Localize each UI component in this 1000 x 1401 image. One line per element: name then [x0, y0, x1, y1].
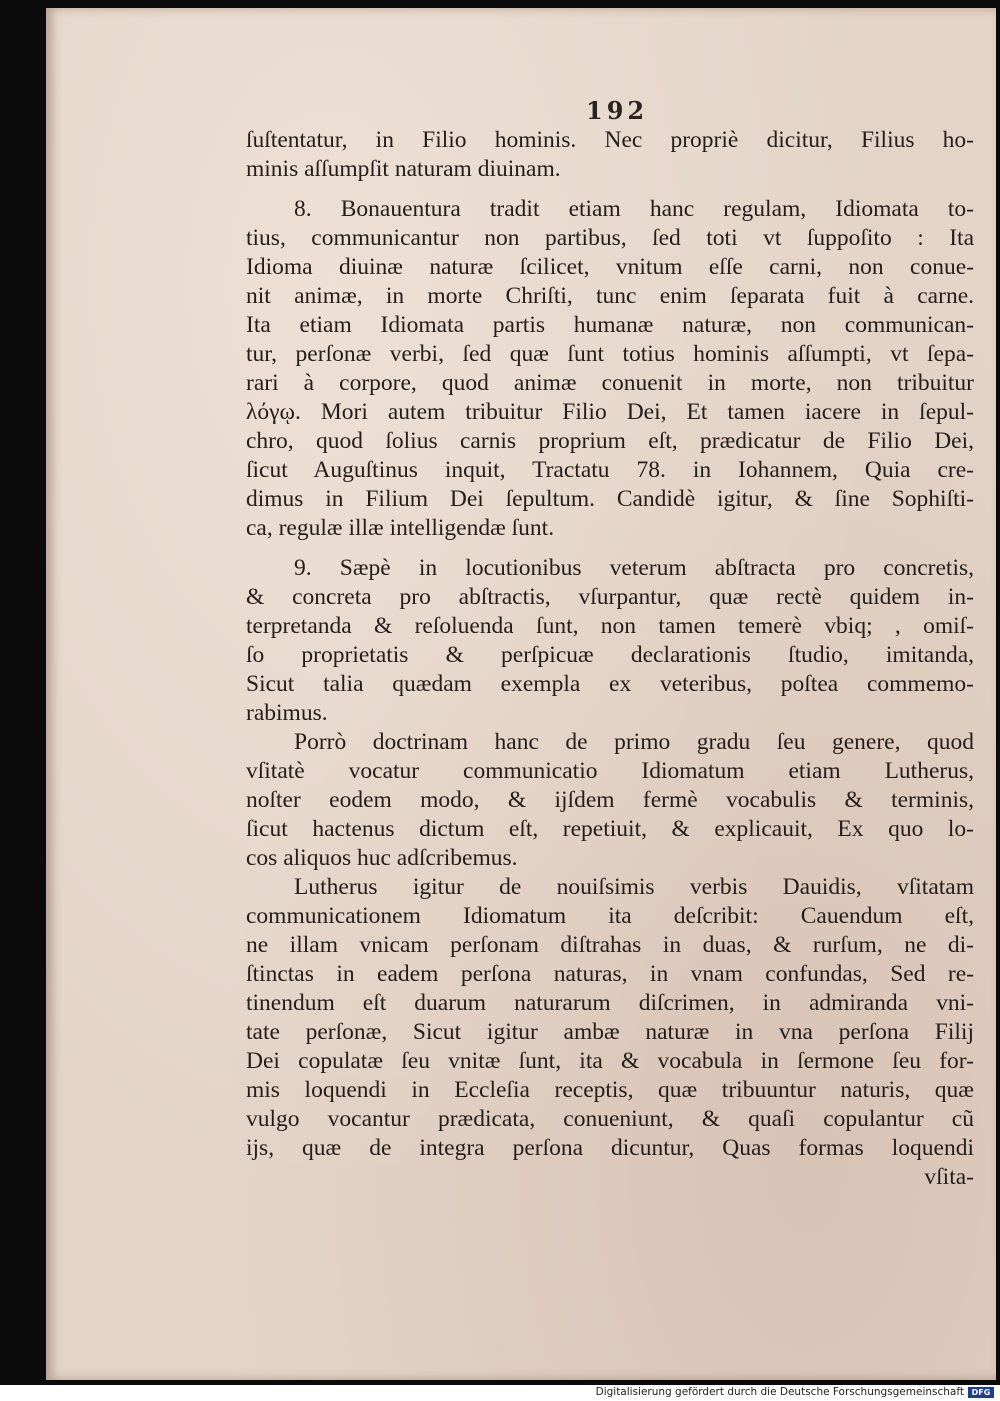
text-line: mis loquendi in Eccleſia receptis, quæ tribuuntur naturis, quæ [246, 1077, 974, 1103]
text-line: & concreta pro abſtractis, vſurpantur, quæ rectè quidem in- [246, 584, 974, 610]
footer-bar [0, 1385, 1000, 1401]
text-line: vſitatè vocatur communicatio Idiomatum etiam Lutherus, [246, 758, 974, 784]
text-line: ſicut Auguſtinus inquit, Tractatu 78. in Iohannem, Quia cre- [246, 457, 974, 483]
text-line: cos aliquos huc adſcribemus. [246, 845, 518, 871]
text-line: nit animæ, in morte Chriſti, tunc enim ſeparata fuit à carne. [246, 283, 974, 309]
text-line: ne illam vnicam perſonam diſtrahas in duas, & rurſum, ne di- [246, 932, 974, 958]
text-line: ſtinctas in eadem perſona naturas, in vnam confundas, Sed re- [246, 961, 974, 987]
paragraph-gap [246, 184, 974, 195]
text-line: 8. Bonauentura tradit etiam hanc regulam, Idiomata to- [294, 196, 974, 222]
text-line: λόγῳ. Mori autem tribuitur Filio Dei, Et tamen iacere in ſepul- [246, 399, 974, 425]
text-line: 9. Sæpè in locutionibus veterum abſtracta pro concretis, [294, 555, 974, 581]
text-line: rabimus. [246, 700, 328, 726]
text-line: Dei copulatæ ſeu vnitæ ſunt, ita & vocabula in ſermone ſeu for- [246, 1048, 974, 1074]
text-line: rari à corpore, quod animæ conuenit in morte, non tribuitur [246, 370, 974, 396]
text-line: ijs, quæ de integra perſona dicuntur, Quas formas loquendi [246, 1135, 974, 1161]
text-line: Idioma diuinæ naturæ ſcilicet, vnitum eſſe carni, non conue- [246, 254, 974, 280]
funding-credit: Digitalisierung gefördert durch die Deutsche Forschungsgemeinschaft [595, 1386, 964, 1398]
paragraph-gap [246, 543, 974, 554]
text-line: ſo proprietatis & perſpicuæ declarationis ſtudio, imitanda, [246, 642, 974, 668]
text-line: Porrò doctrinam hanc de primo gradu ſeu genere, quod [294, 729, 974, 755]
page-number: 192 [586, 96, 649, 125]
book-page [46, 8, 996, 1380]
text-line: chro, quod ſolius carnis proprium eſt, prædicatur de Filio Dei, [246, 428, 974, 454]
dfg-logo: DFG [968, 1387, 994, 1398]
body-text [246, 126, 974, 1192]
text-line: dimus in Filium Dei ſepultum. Candidè igitur, & ſine Sophiſti- [246, 486, 974, 512]
text-line: tate perſonæ, Sicut igitur ambæ naturæ in vna perſona Filij [246, 1019, 974, 1045]
text-line: noſter eodem modo, & ijſdem fermè vocabulis & terminis, [246, 787, 974, 813]
text-line: ca, regulæ illæ intelligendæ ſunt. [246, 515, 555, 541]
text-line: communicationem Idiomatum ita deſcribit: Cauendum eſt, [246, 903, 974, 929]
text-line: tur, perſonæ verbi, ſed quæ ſunt totius hominis aſſumpti, vt ſepa- [246, 341, 974, 367]
text-line: ſuſtentatur, in Filio hominis. Nec propriè dicitur, Filius ho- [246, 127, 974, 153]
text-line: vſita- [924, 1164, 974, 1190]
text-line: Ita etiam Idiomata partis humanæ naturæ, non communican- [246, 312, 974, 338]
text-line: vulgo vocantur prædicata, conueniunt, & quaſi copulantur cũ [246, 1106, 974, 1132]
text-line: minis aſſumpſit naturam diuinam. [246, 156, 561, 182]
text-line: ſicut hactenus dictum eſt, repetiuit, & explicauit, Ex quo lo- [246, 816, 974, 842]
text-line: tinendum eſt duarum naturarum diſcrimen, in admiranda vni- [246, 990, 974, 1016]
text-line: tius, communicantur non partibus, ſed toti vt ſuppoſito : Ita [246, 225, 974, 251]
text-line: Sicut talia quædam exempla ex veteribus, poſtea commemo- [246, 671, 974, 697]
text-line: Lutherus igitur de nouiſsimis verbis Dauidis, vſitatam [294, 874, 974, 900]
text-line: terpretanda & reſoluenda ſunt, non tamen temerè vbiq; , omiſ- [246, 613, 974, 639]
